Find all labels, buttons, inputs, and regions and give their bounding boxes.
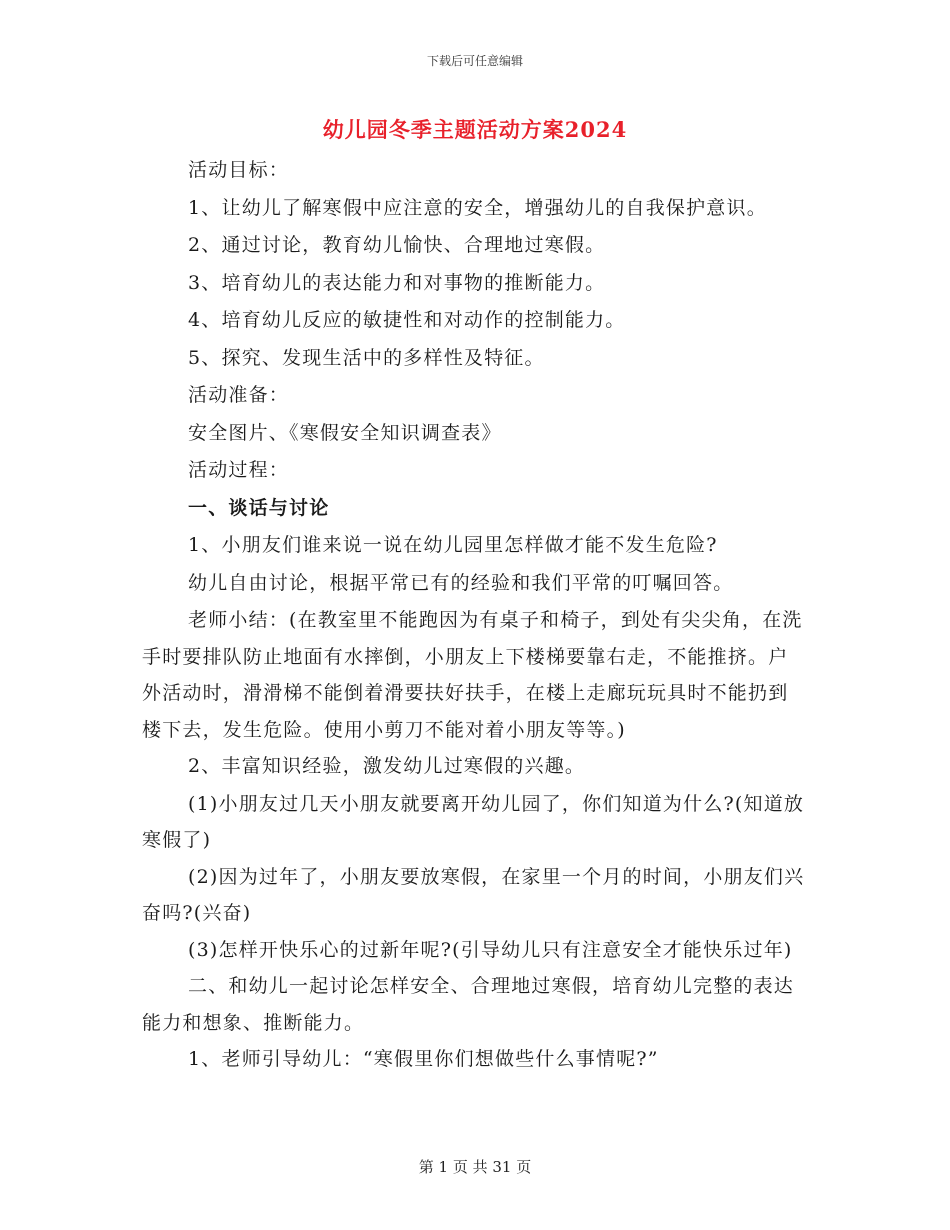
paragraph-goal-1: 1、让幼儿了解寒假中应注意的安全，增强幼儿的自我保护意识。	[188, 196, 767, 219]
paragraph-preparation-heading: 活动准备：	[188, 384, 290, 406]
paragraph-preparation-items: 安全图片、《寒假安全知识调查表》	[188, 421, 502, 444]
section-heading-1: 一、谈话与讨论	[188, 496, 330, 519]
header-note: 下载后可任意编辑	[426, 54, 523, 68]
paragraph-question-3: (3)怎样开快乐心的过新年呢?(引导幼儿只有注意安全才能快乐过年)	[188, 938, 793, 961]
paragraph-step-1: 1、小朋友们谁来说一说在幼儿园里怎样做才能不发生危险?	[188, 534, 718, 556]
page-footer: 第 1 页 共 31 页	[418, 1158, 532, 1176]
document-body	[142, 152, 808, 1079]
paragraph-question-1: (1)小朋友过几天小朋友就要离开幼儿园了，你们知道为什么?(知道放寒假了)	[142, 792, 805, 851]
paragraph-question-2: (2)因为过年了，小朋友要放寒假，在家里一个月的时间，小朋友们兴奋吗?(兴奋)	[142, 865, 805, 924]
paragraph-teacher-summary: 老师小结：(在教室里不能跑因为有桌子和椅子，到处有尖尖角，在洗手时要排队防止地面有水摔倒，小朋友上下楼梯要靠右走，不能推挤。户外活动时，滑滑梯不能倒着滑要扶好扶手，在楼上走廊玩玩具时不能扔到楼下去，发生危险。使用小剪刀不能对着小朋友等等。)	[142, 609, 803, 741]
paragraph-goal-4: 4、培育幼儿反应的敏捷性和对动作的控制能力。	[188, 309, 626, 331]
paragraph-teacher-guide: 1、老师引导幼儿：“寒假里你们想做些什么事情呢?”	[188, 1048, 659, 1070]
paragraph-process-heading: 活动过程：	[188, 459, 290, 481]
paragraph-goal-3: 3、培育幼儿的表达能力和对事物的推断能力。	[188, 271, 606, 294]
paragraph-step-2: 2、丰富知识经验，激发幼儿过寒假的兴趣。	[188, 755, 586, 777]
paragraph-goals-heading: 活动目标：	[188, 159, 290, 181]
paragraph-goal-2: 2、通过讨论，教育幼儿愉快、合理地过寒假。	[188, 234, 606, 256]
section-heading-2: 二、和幼儿一起讨论怎样安全、合理地过寒假，培育幼儿完整的表达能力和想象、推断能力。	[142, 975, 795, 1034]
paragraph-goal-5: 5、探究、发现生活中的多样性及特征。	[188, 346, 545, 369]
paragraph-discussion: 幼儿自由讨论，根据平常已有的经验和我们平常的叮嘱回答。	[188, 571, 734, 594]
document-title: 幼儿园冬季主题活动方案2024	[322, 117, 628, 142]
